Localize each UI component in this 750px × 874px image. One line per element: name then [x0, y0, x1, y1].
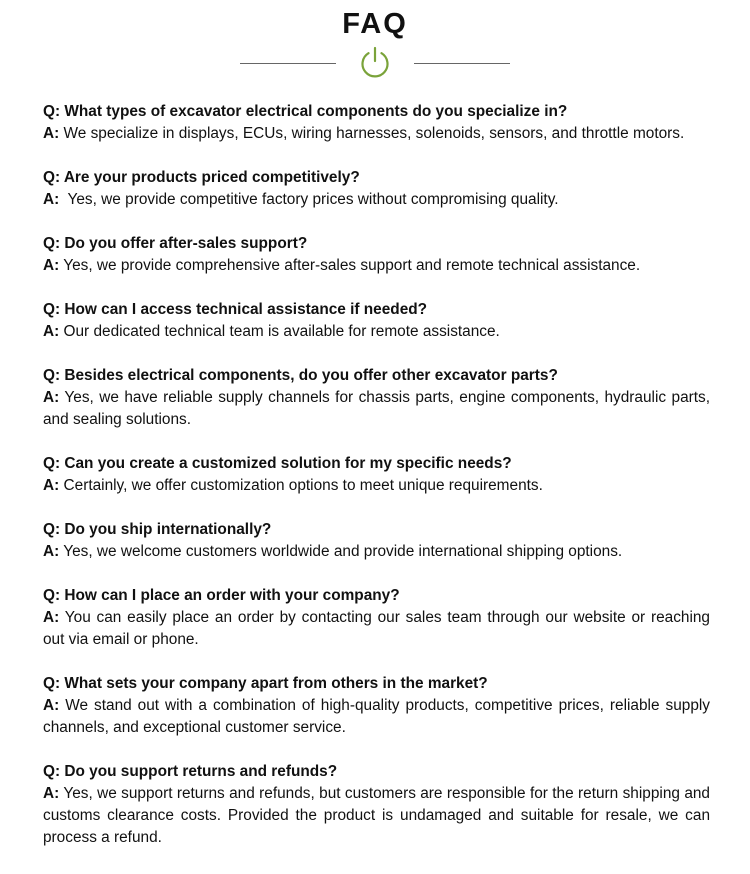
answer-prefix: A: — [43, 609, 60, 626]
answer-text: Yes, we welcome customers worldwide and provide international shipping options. — [59, 543, 623, 560]
answer-text: Our dedicated technical team is available for remote assistance. — [59, 323, 500, 340]
faq-item — [43, 167, 710, 211]
faq-item — [43, 365, 710, 431]
faq-header — [0, 0, 750, 90]
faq-answer — [43, 475, 710, 497]
faq-item — [43, 761, 710, 849]
answer-text: Yes, we support returns and refunds, but customers are responsible for the return shipping and customs clearance costs. Provided the product is undamaged and suitable for resale, we can process a refund. — [43, 785, 710, 846]
faq-question — [43, 299, 710, 321]
faq-question — [43, 167, 710, 189]
answer-text: Yes, we provide competitive factory prices without compromising quality. — [59, 191, 559, 208]
faq-item — [43, 585, 710, 651]
question-prefix: Q: — [43, 521, 65, 538]
faq-item — [43, 519, 710, 563]
question-prefix: Q: — [43, 235, 65, 252]
faq-answer — [43, 695, 710, 739]
answer-prefix: A: — [43, 543, 60, 560]
faq-answer — [43, 321, 710, 343]
question-text: Do you support returns and refunds? — [64, 763, 338, 780]
question-text: Do you ship internationally? — [64, 521, 272, 538]
answer-text: Certainly, we offer customization options to meet unique requirements. — [59, 477, 543, 494]
answer-prefix: A: — [43, 125, 60, 142]
faq-answer — [43, 123, 710, 145]
answer-prefix: A: — [43, 323, 60, 340]
question-prefix: Q: — [43, 169, 64, 186]
power-icon — [358, 45, 392, 79]
faq-question — [43, 585, 710, 607]
question-prefix: Q: — [43, 301, 65, 318]
faq-item — [43, 453, 710, 497]
faq-question — [43, 365, 710, 387]
question-text: What types of excavator electrical components do you specialize in? — [64, 103, 568, 120]
faq-question — [43, 233, 710, 255]
answer-prefix: A: — [43, 477, 60, 494]
faq-answer — [43, 255, 710, 277]
faq-answer — [43, 783, 710, 849]
question-prefix: Q: — [43, 763, 65, 780]
answer-prefix: A: — [43, 389, 60, 406]
faq-answer — [43, 607, 710, 651]
question-text: What sets your company apart from others in the market? — [64, 675, 488, 692]
faq-question — [43, 673, 710, 695]
question-text: How can I place an order with your company? — [64, 587, 400, 604]
question-text: Besides electrical components, do you offer other excavator parts? — [64, 367, 558, 384]
answer-prefix: A: — [43, 785, 60, 802]
answer-text: We stand out with a combination of high-quality products, competitive prices, reliable supply channels, and exceptional customer service. — [43, 697, 710, 736]
faq-answer — [43, 189, 710, 211]
faq-item — [43, 101, 710, 145]
faq-answer — [43, 387, 710, 431]
divider-right — [414, 63, 510, 64]
faq-question — [43, 101, 710, 123]
faq-item — [43, 299, 710, 343]
answer-prefix: A: — [43, 257, 60, 274]
question-prefix: Q: — [43, 455, 65, 472]
divider-left — [240, 63, 336, 64]
faq-question — [43, 761, 710, 783]
question-prefix: Q: — [43, 367, 65, 384]
page-title: FAQ — [342, 8, 408, 40]
faq-item — [43, 233, 710, 277]
question-text: Do you offer after-sales support? — [64, 235, 308, 252]
answer-text: Yes, we have reliable supply channels for chassis parts, engine components, hydraulic parts, and sealing solutions. — [43, 389, 710, 428]
question-text: Are your products priced competitively? — [63, 169, 360, 186]
faq-item — [43, 673, 710, 739]
answer-text: You can easily place an order by contacting our sales team through our website or reaching out via email or phone. — [43, 609, 710, 648]
question-text: How can I access technical assistance if needed? — [64, 301, 428, 318]
question-text: Can you create a customized solution for my specific needs? — [64, 455, 512, 472]
faq-question — [43, 519, 710, 541]
answer-prefix: A: — [43, 697, 60, 714]
question-prefix: Q: — [43, 103, 65, 120]
faq-question — [43, 453, 710, 475]
answer-text: Yes, we provide comprehensive after-sales support and remote technical assistance. — [59, 257, 641, 274]
answer-prefix: A: — [43, 191, 60, 208]
faq-list — [43, 101, 710, 871]
question-prefix: Q: — [43, 587, 65, 604]
answer-text: We specialize in displays, ECUs, wiring harnesses, solenoids, sensors, and throttle motors. — [59, 125, 685, 142]
faq-answer — [43, 541, 710, 563]
question-prefix: Q: — [43, 675, 65, 692]
